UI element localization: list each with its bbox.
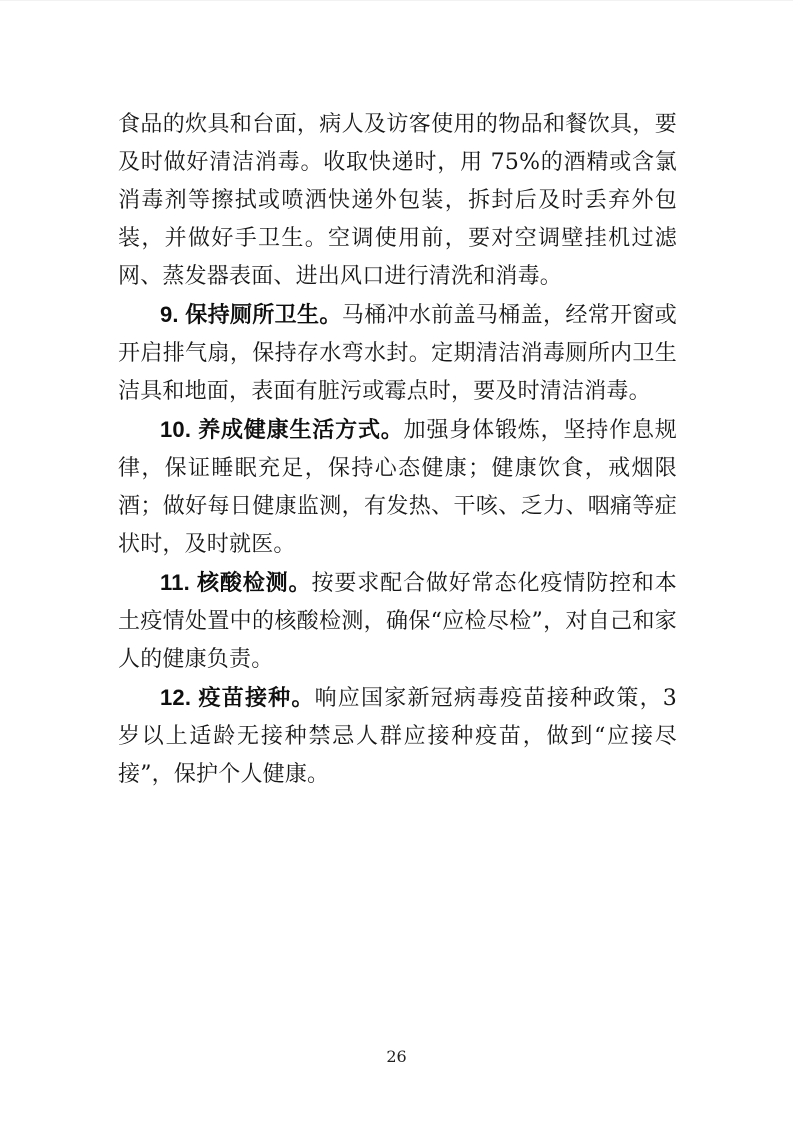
paragraph-heading: 12. 疫苗接种。 bbox=[160, 685, 315, 710]
paragraph-heading: 11. 核酸检测。 bbox=[160, 570, 312, 595]
paragraph-text: 按要求配合做好常态化疫情防控和本土疫情处置中的核酸检测，确保“应检尽检”，对自己和家人的健康负责。 bbox=[118, 571, 677, 672]
paragraph-text: 食品的炊具和台面，病人及访客使用的物品和餐饮具，要及时做好清洁消毒。收取快递时，用 75%的酒精或含氯消毒剂等擦拭或喷洒快递外包装，拆封后及时丢弃外包装，并做好手卫生。空调使用前，要对空调壁挂机过滤网、蒸发器表面、进出风口进行清洗和消毒。 bbox=[118, 112, 677, 289]
paragraph-item-12 bbox=[118, 679, 677, 794]
paragraph-heading: 10. 养成健康生活方式。 bbox=[160, 417, 404, 442]
page-number: 26 bbox=[386, 1047, 407, 1066]
document-body bbox=[118, 105, 677, 794]
paragraph-text: 加强身体锻炼，坚持作息规律，保证睡眠充足，保持心态健康；健康饮食，戒烟限酒；做好每日健康监测，有发热、干咳、乏力、咽痛等症状时，及时就医。 bbox=[118, 418, 678, 557]
paragraph-item-10 bbox=[118, 411, 677, 564]
paragraph-item-9 bbox=[118, 296, 677, 411]
paragraph-continuation bbox=[118, 105, 677, 296]
paragraph-item-11 bbox=[118, 564, 677, 679]
paragraph-text: 马桶冲水前盖马桶盖，经常开窗或开启排气扇，保持存水弯水封。定期清洁消毒厕所内卫生洁具和地面，表面有脏污或霉点时，要及时清洁消毒。 bbox=[118, 303, 677, 404]
paragraph-text: 响应国家新冠病毒疫苗接种政策，3 岁以上适龄无接种禁忌人群应接种疫苗，做到“应接尽接”，保护个人健康。 bbox=[118, 686, 678, 787]
paragraph-heading: 9. 保持厕所卫生。 bbox=[160, 302, 342, 327]
